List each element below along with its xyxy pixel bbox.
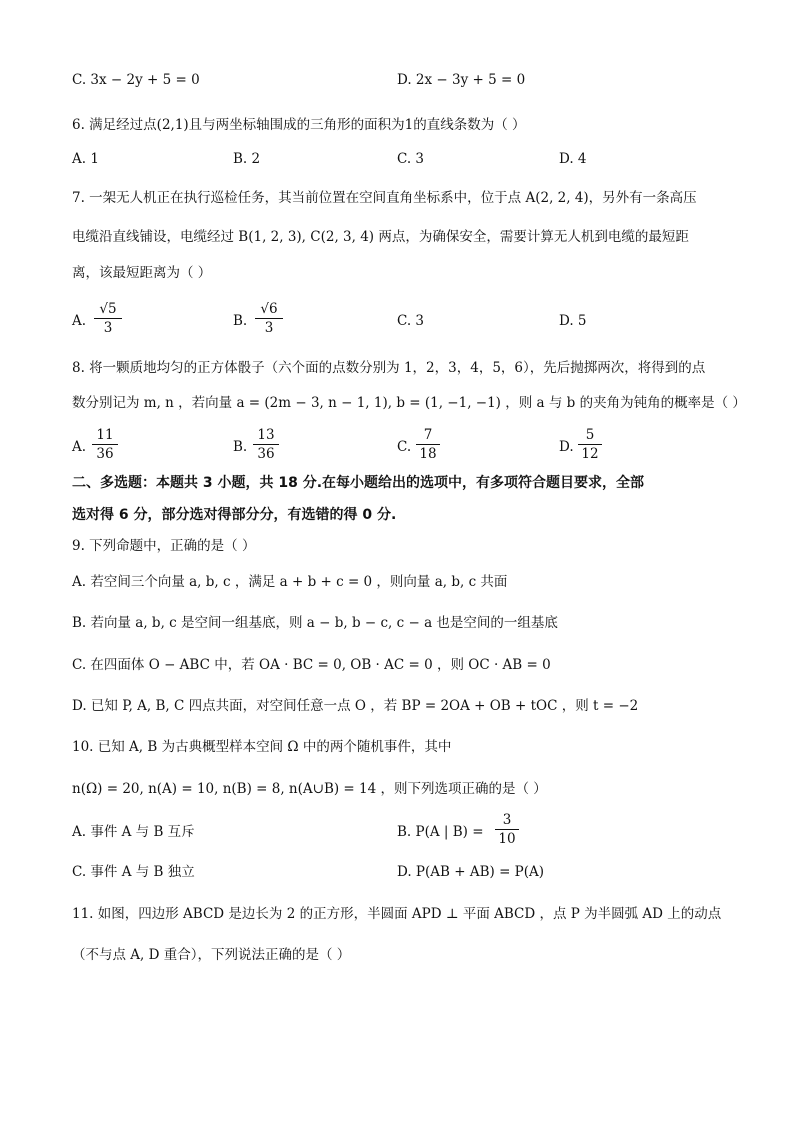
q10-option-b-numerator: 3 <box>495 811 519 830</box>
q10-option-c: C. 事件 A 与 B 独立 <box>72 864 195 880</box>
q7-option-b-denominator: 3 <box>264 320 274 336</box>
q6-stem: 6. 满足经过点(2,1)且与两坐标轴围成的三角形的面积为1的直线条数为（ ） <box>72 117 526 133</box>
q7-option-b-label: B. <box>233 313 248 329</box>
q7-option-d: D. 5 <box>559 313 587 329</box>
q8-option-c-fraction <box>416 426 440 463</box>
q10-option-b-label: B. P(A | B) = <box>397 824 484 840</box>
q8-option-a-label: A. <box>72 439 87 455</box>
q8-line-1: 8. 将一颗质地均匀的正方体骰子（六个面的点数分别为 1，2，3，4，5，6），先后抛掷两次，将得到的点 <box>72 360 706 376</box>
section-2-heading-line-2: 选对得 6 分，部分选对得部分分，有选错的得 0 分. <box>72 507 397 523</box>
q9-option-b: B. 若向量 a, b, c 是空间一组基底，则 a − b, b − c, c − a 也是空间的一组基底 <box>72 615 558 631</box>
q10-option-d: D. P(AB + AB) = P(A) <box>397 864 545 880</box>
q10-option-a: A. 事件 A 与 B 互斥 <box>72 824 195 840</box>
q8-option-c-denominator: 18 <box>419 446 437 462</box>
q7-option-b-fraction <box>255 300 283 337</box>
q8-option-a-fraction <box>92 426 118 463</box>
q7-option-c: C. 3 <box>397 313 425 329</box>
q8-option-d-label: D. <box>559 439 574 455</box>
q6-option-a: A. 1 <box>72 151 99 167</box>
q8-option-b-denominator: 36 <box>257 446 275 462</box>
q8-line-2: 数分别记为 m, n ，若向量 a = (2m − 3, n − 1, 1), b = (1, −1, −1) ，则 a 与 b 的夹角为钝角的概率是（ ） <box>72 395 746 411</box>
q10-option-b-denominator: 10 <box>498 831 516 847</box>
section-2-heading-line-1: 二、多选题：本题共 3 小题，共 18 分.在每小题给出的选项中，有多项符合题目要求，全部 <box>72 475 645 491</box>
q7-option-a-fraction <box>94 300 122 337</box>
q7-option-a-denominator: 3 <box>103 320 113 336</box>
q9-stem: 9. 下列命题中，正确的是（ ） <box>72 538 256 554</box>
q8-option-c-label: C. <box>397 439 412 455</box>
q7-line-1: 7. 一架无人机正在执行巡检任务，其当前位置在空间直角坐标系中，位于点 A(2, 2, 4)，另外有一条高压 <box>72 190 697 206</box>
q11-line-1: 11. 如图，四边形 ABCD 是边长为 2 的正方形，半圆面 APD ⊥ 平面 ABCD ，点 P 为半圆弧 AD 上的动点 <box>72 906 722 922</box>
q6-option-d: D. 4 <box>559 151 587 167</box>
q6-option-c: C. 3 <box>397 151 425 167</box>
q8-option-d-denominator: 12 <box>581 446 599 462</box>
q9-option-c: C. 在四面体 O − ABC 中，若 OA · BC = 0, OB · AC = 0 ，则 OC · AB = 0 <box>72 657 551 673</box>
q7-option-b-numerator: √6 <box>255 300 283 319</box>
q5-option-d: D. 2x − 3y + 5 = 0 <box>397 72 526 88</box>
q9-option-d: D. 已知 P, A, B, C 四点共面，对空间任意一点 O ，若 BP = 2OA + OB + tOC ，则 t = −2 <box>72 698 639 714</box>
q11-line-2: （不与点 A, D 重合），下列说法正确的是（ ） <box>72 947 351 963</box>
q8-option-d-fraction <box>578 426 602 463</box>
q8-option-d-numerator: 5 <box>578 426 602 445</box>
q8-option-c-numerator: 7 <box>416 426 440 445</box>
q8-option-a-denominator: 36 <box>96 446 114 462</box>
q10-option-b-fraction <box>495 811 519 848</box>
q8-option-b-fraction <box>253 426 279 463</box>
q7-option-a-label: A. <box>72 313 87 329</box>
q7-line-3: 离，该最短距离为（ ） <box>72 265 212 281</box>
q10-line-2: n(Ω) = 20, n(A) = 10, n(B) = 8, n(A∪B) = 14 ，则下列选项正确的是（ ） <box>72 781 547 797</box>
q8-option-a-numerator: 11 <box>92 426 118 445</box>
q7-option-a-numerator: √5 <box>94 300 122 319</box>
q8-option-b-numerator: 13 <box>253 426 279 445</box>
q7-line-2: 电缆沿直线铺设，电缆经过 B(1, 2, 3), C(2, 3, 4) 两点，为确保安全，需要计算无人机到电缆的最短距 <box>72 229 689 245</box>
q5-option-c: C. 3x − 2y + 5 = 0 <box>72 72 200 88</box>
q9-option-a: A. 若空间三个向量 a, b, c ，满足 a + b + c = 0 ，则向量 a, b, c 共面 <box>72 574 508 590</box>
q6-option-b: B. 2 <box>233 151 261 167</box>
q10-line-1: 10. 已知 A, B 为古典概型样本空间 Ω 中的两个随机事件，其中 <box>72 739 452 755</box>
q8-option-b-label: B. <box>233 439 248 455</box>
